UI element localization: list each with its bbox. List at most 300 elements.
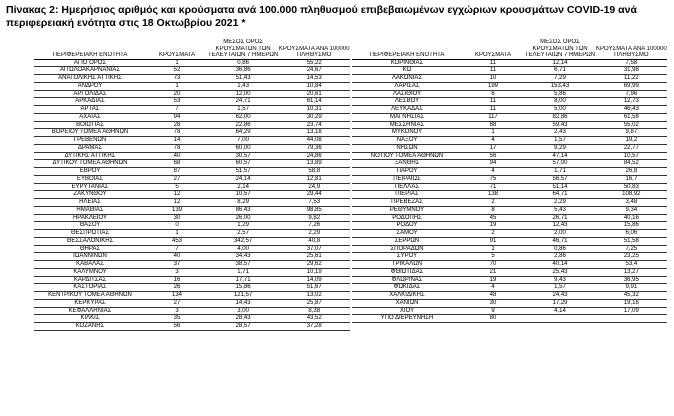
table-row <box>352 214 667 222</box>
region-cell: ΕΒΡΟΥ <box>34 168 146 176</box>
avg7-cell: 8,29 <box>208 199 278 207</box>
cases-cell: 7 <box>146 245 208 253</box>
table-row <box>352 106 667 114</box>
table-row <box>34 82 350 90</box>
cases-cell: 1 <box>146 82 208 90</box>
avg7-cell: 12,14 <box>524 59 596 67</box>
cases-cell: 134 <box>146 292 208 300</box>
per100k-cell: 36,95 <box>596 276 667 284</box>
region-cell: ΒΟΡΕΙΟΥ ΤΟΜΕΑ ΑΘΗΝΩΝ <box>34 129 146 137</box>
cases-cell: 40 <box>146 253 208 261</box>
per100k-cell: 61,58 <box>596 113 667 121</box>
table-row <box>352 113 667 121</box>
per100k-cell: 9,82 <box>278 214 350 222</box>
cases-cell: 2 <box>462 230 524 238</box>
region-cell: ΕΥΒΟΙΑΣ <box>34 175 146 183</box>
avg7-cell: 30,57 <box>208 152 278 160</box>
table-row <box>352 160 667 168</box>
avg7-cell: 34,43 <box>208 253 278 261</box>
table-row <box>352 168 667 176</box>
per100k-cell: 7,58 <box>596 59 667 67</box>
cases-cell: 4 <box>462 284 524 292</box>
avg7-cell: 1,29 <box>208 222 278 230</box>
region-cell: ΚΕΦΑΛΛΗΝΙΑΣ <box>34 307 146 315</box>
region-cell: ΜΑΓΝΗΣΙΑΣ <box>352 113 462 121</box>
avg7-cell: 15,86 <box>208 284 278 292</box>
cases-cell: 7 <box>146 106 208 114</box>
table-row <box>352 292 667 300</box>
region-header: ΠΕΡΙΦΕΡΕΙΑΚΗ ΕΝΟΤΗΤΑ <box>34 52 146 59</box>
avg7-cell: 7,00 <box>208 137 278 145</box>
table-row <box>34 276 350 284</box>
avg7-cell: 59,43 <box>524 121 596 129</box>
per100k-cell: 10,84 <box>278 82 350 90</box>
region-cell: ΣΕΡΡΩΝ <box>352 237 462 245</box>
avg7-cell: 12,43 <box>524 222 596 230</box>
cases-cell: 4 <box>462 168 524 176</box>
avg7-cell: 51,14 <box>524 183 596 191</box>
cases-cell: 70 <box>462 261 524 269</box>
per100k-cell: 55,22 <box>278 59 350 67</box>
region-cell: ΡΟΔΟΥ <box>352 222 462 230</box>
region-cell: ΥΠΟ ΔΙΕΡΕΥΝΗΣΗ <box>352 315 462 323</box>
region-cell: ΘΗΡΑΣ <box>34 245 146 253</box>
region-cell: ΠΙΕΡΙΑΣ <box>352 191 462 199</box>
region-cell: ΑΙΤΩΛΟΑΚΑΡΝΑΝΙΑΣ <box>34 67 146 75</box>
region-cell: ΚΙΛΚΙΣ <box>34 315 146 323</box>
avg7-cell: 4,00 <box>208 245 278 253</box>
avg7-cell: 24,14 <box>208 175 278 183</box>
per100k-cell: 23,74 <box>278 121 350 129</box>
table-row <box>34 59 350 67</box>
cases-cell: 30 <box>462 299 524 307</box>
per100k-cell: 9,34 <box>596 206 667 214</box>
avg7-cell: 82,86 <box>524 113 596 121</box>
cases-cell: 139 <box>146 206 208 214</box>
avg7-header-line1: ΜΕΣΟΣ ΟΡΟΣ <box>223 39 263 45</box>
table-row <box>352 261 667 269</box>
per100k-cell: 50,83 <box>596 183 667 191</box>
cases-cell: 71 <box>462 183 524 191</box>
region-cell: ΙΩΑΝΝΙΝΩΝ <box>34 253 146 261</box>
cases-cell: 88 <box>462 121 524 129</box>
per100k-cell: 53,4 <box>596 261 667 269</box>
cases-cell: 5 <box>146 183 208 191</box>
cases-cell: 75 <box>462 175 524 183</box>
table-row <box>352 152 667 160</box>
cases-header: ΚΡΟΥΣΜΑΤΑ <box>462 52 524 59</box>
avg7-cell: 22,86 <box>208 121 278 129</box>
per100k-cell: 11,22 <box>596 75 667 83</box>
cases-cell: 11 <box>462 59 524 67</box>
region-cell: ΚΕΡΚΥΡΑΣ <box>34 299 146 307</box>
avg7-cell: 28,57 <box>208 323 278 331</box>
region-cell: ΡΟΔΟΠΗΣ <box>352 214 462 222</box>
region-cell: ΔΡΑΜΑΣ <box>34 144 146 152</box>
per100k-cell: 14,09 <box>278 276 350 284</box>
avg7-header-line2: ΚΡΟΥΣΜΑΤΩΝ ΤΩΝ <box>215 45 271 52</box>
avg7-cell: 2,00 <box>524 230 596 238</box>
cases-cell: 12 <box>146 199 208 207</box>
per100k-cell: 31,98 <box>596 67 667 75</box>
per100k-cell <box>596 315 667 323</box>
per100k-cell: 19,16 <box>596 299 667 307</box>
region-cell: ΓΡΕΒΕΝΩΝ <box>34 137 146 145</box>
cases-cell: 78 <box>146 144 208 152</box>
table-row <box>352 222 667 230</box>
cases-cell: 19 <box>462 276 524 284</box>
cases-cell: 1 <box>146 59 208 67</box>
per100k-cell: 17,09 <box>596 307 667 315</box>
cases-cell: 1 <box>462 129 524 137</box>
avg7-cell: 40,14 <box>524 261 596 269</box>
region-cell: ΠΕΛΛΑΣ <box>352 183 462 191</box>
avg7-cell: 60,00 <box>208 144 278 152</box>
table-row <box>352 137 667 145</box>
avg7-cell: 342,57 <box>208 237 278 245</box>
per100k-header-line1: ΚΡΟΥΣΜΑΤΑ ΑΝΑ 100000 <box>278 45 350 52</box>
right-cases-table <box>352 39 667 323</box>
avg7-cell: 9,29 <box>524 144 596 152</box>
per100k-header-line2: ΠΛΗΘΥΣΜΟ <box>596 52 667 59</box>
table-row <box>352 315 667 323</box>
avg7-cell: 121,57 <box>208 292 278 300</box>
per100k-cell: 29,62 <box>278 261 350 269</box>
region-cell: ΛΑΡΙΣΑΣ <box>352 82 462 90</box>
table-row <box>34 237 350 245</box>
per100k-cell: 24,9 <box>278 183 350 191</box>
avg7-cell <box>524 315 596 323</box>
avg7-cell: 2,29 <box>524 199 596 207</box>
table-row <box>352 199 667 207</box>
region-cell: ΣΑΜΟΥ <box>352 230 462 238</box>
region-cell: ΧΑΛΚΙΔΙΚΗΣ <box>352 292 462 300</box>
table-row <box>352 82 667 90</box>
per100k-cell: 13,02 <box>278 292 350 300</box>
region-cell: ΞΑΝΘΗΣ <box>352 160 462 168</box>
table-row <box>34 152 350 160</box>
cases-cell: 5 <box>462 253 524 261</box>
avg7-cell: 7,29 <box>524 75 596 83</box>
per100k-cell: 6,06 <box>596 230 667 238</box>
cases-cell: 2 <box>462 199 524 207</box>
avg7-cell: 10,57 <box>208 191 278 199</box>
cases-cell: 10 <box>462 75 524 83</box>
cases-cell: 3 <box>146 307 208 315</box>
cases-cell: 8 <box>462 206 524 214</box>
table-row <box>352 144 667 152</box>
cases-cell: 37 <box>146 261 208 269</box>
avg7-cell: 60,57 <box>208 160 278 168</box>
table-row <box>34 106 350 114</box>
table-row <box>34 191 350 199</box>
table-row <box>352 191 667 199</box>
cases-cell: 1 <box>462 245 524 253</box>
avg7-cell: 17,71 <box>208 276 278 284</box>
avg7-cell: 86,43 <box>208 206 278 214</box>
avg7-header-line2: ΚΡΟΥΣΜΑΤΩΝ ΤΩΝ <box>532 45 588 52</box>
cases-cell: 68 <box>146 160 208 168</box>
table-row <box>352 98 667 106</box>
avg7-cell: 24,71 <box>208 98 278 106</box>
table-row <box>34 168 350 176</box>
cases-cell: 0 <box>146 222 208 230</box>
per100k-cell: 7,26 <box>278 222 350 230</box>
per100k-cell: 61,14 <box>278 98 350 106</box>
region-cell: ΑΡΤΑΣ <box>34 106 146 114</box>
cases-header: ΚΡΟΥΣΜΑΤΑ <box>146 52 208 59</box>
table-row <box>34 199 350 207</box>
region-cell: ΦΛΩΡΙΝΑΣ <box>352 276 462 284</box>
region-cell: ΑΝΔΡΟΥ <box>34 82 146 90</box>
region-cell: ΛΕΣΒΟΥ <box>352 98 462 106</box>
avg7-cell: 26,00 <box>208 214 278 222</box>
per100k-header-line2: ΠΛΗΘΥΣΜΟ <box>278 52 350 59</box>
cases-cell: 138 <box>462 191 524 199</box>
per100k-cell: 37,07 <box>278 245 350 253</box>
per100k-cell: 23,25 <box>596 253 667 261</box>
per100k-cell: 29,44 <box>278 191 350 199</box>
cases-cell: 40 <box>146 152 208 160</box>
per100k-cell: 12,81 <box>278 175 350 183</box>
region-cell: ΗΡΑΚΛΕΙΟΥ <box>34 214 146 222</box>
cases-cell: 9 <box>462 307 524 315</box>
avg7-cell: 153,43 <box>524 82 596 90</box>
region-cell: ΑΓΙΟ ΟΡΟΣ <box>34 59 146 67</box>
per100k-cell: 12,73 <box>596 98 667 106</box>
region-cell: ΚΑΒΑΛΑΣ <box>34 261 146 269</box>
table-row <box>352 276 667 284</box>
per100k-cell: 24,86 <box>278 152 350 160</box>
region-cell: ΑΝΑΤΟΛΙΚΗΣ ΑΤΤΙΚΗΣ <box>34 75 146 83</box>
region-cell: ΜΥΚΟΝΟΥ <box>352 129 462 137</box>
region-cell: ΠΡΕΒΕΖΑΣ <box>352 199 462 207</box>
avg7-cell: 56,57 <box>524 175 596 183</box>
region-cell: ΗΛΕΙΑΣ <box>34 199 146 207</box>
table-row <box>34 292 350 300</box>
region-cell: ΘΕΣΣΑΛΟΝΙΚΗΣ <box>34 237 146 245</box>
per100k-cell: 79,36 <box>278 144 350 152</box>
avg7-cell: 62,00 <box>208 113 278 121</box>
cases-cell: 30 <box>146 214 208 222</box>
table-row <box>34 98 350 106</box>
table-row <box>352 245 667 253</box>
region-cell: ΤΡΙΚΑΛΩΝ <box>352 261 462 269</box>
per100k-cell: 40,16 <box>596 214 667 222</box>
region-cell: ΛΑΚΩΝΙΑΣ <box>352 75 462 83</box>
cases-cell: 28 <box>146 121 208 129</box>
table-row <box>352 206 667 214</box>
table-row <box>352 183 667 191</box>
region-cell: ΣΥΡΟΥ <box>352 253 462 261</box>
cases-cell: 199 <box>462 82 524 90</box>
table-row <box>34 144 350 152</box>
table-row <box>34 75 350 83</box>
avg7-cell: 0,86 <box>524 245 596 253</box>
region-cell: ΑΡΚΑΔΙΑΣ <box>34 98 146 106</box>
region-cell: ΘΑΣΟΥ <box>34 222 146 230</box>
avg7-cell: 0,86 <box>208 59 278 67</box>
avg7-cell: 51,57 <box>208 168 278 176</box>
region-cell: ΚΑΛΥΜΝΟΥ <box>34 268 146 276</box>
avg7-cell: 12,00 <box>208 90 278 98</box>
region-cell: ΦΩΚΙΔΑΣ <box>352 284 462 292</box>
table-row <box>34 230 350 238</box>
cases-cell: 12 <box>146 191 208 199</box>
avg7-cell: 4,14 <box>524 307 596 315</box>
cases-cell: 6 <box>462 90 524 98</box>
avg7-cell: 1,57 <box>524 137 596 145</box>
region-cell: ΚΟΖΑΝΗΣ <box>34 323 146 331</box>
per100k-cell: 15,86 <box>596 222 667 230</box>
table-row <box>352 253 667 261</box>
avg7-cell: 64,29 <box>208 129 278 137</box>
avg7-cell: 5,43 <box>524 206 596 214</box>
table-row <box>34 222 350 230</box>
cases-cell: 56 <box>146 323 208 331</box>
table-row <box>34 214 350 222</box>
cases-cell: 27 <box>146 175 208 183</box>
avg7-cell: 51,43 <box>208 75 278 83</box>
region-cell: ΧΙΟΥ <box>352 307 462 315</box>
avg7-cell: 8,00 <box>524 98 596 106</box>
table-row <box>352 90 667 98</box>
per100k-cell: 14,53 <box>278 75 350 83</box>
region-cell: ΚΕΝΤΡΙΚΟΥ ΤΟΜΕΑ ΑΘΗΝΩΝ <box>34 292 146 300</box>
cases-cell: 4 <box>462 137 524 145</box>
avg7-cell: 1,71 <box>524 168 596 176</box>
region-cell: ΗΜΑΘΙΑΣ <box>34 206 146 214</box>
region-cell: ΣΠΟΡΑΔΩΝ <box>352 245 462 253</box>
region-cell: ΛΑΣΙΘΙΟΥ <box>352 90 462 98</box>
table-row <box>34 67 350 75</box>
table-row <box>34 315 350 323</box>
per100k-cell: 98,85 <box>278 206 350 214</box>
avg7-cell: 24,43 <box>524 292 596 300</box>
region-cell: ΠΕΙΡΑΙΩΣ <box>352 175 462 183</box>
table-row <box>34 206 350 214</box>
cases-cell: 80 <box>462 315 524 323</box>
region-cell: ΝΟΤΙΟΥ ΤΟΜΕΑ ΑΘΗΝΩΝ <box>352 152 462 160</box>
cases-cell: 11 <box>462 67 524 75</box>
avg7-cell: 1,57 <box>524 284 596 292</box>
avg7-cell: 1,43 <box>208 82 278 90</box>
region-cell: ΚΑΡΔΙΤΣΑΣ <box>34 276 146 284</box>
region-cell: ΝΗΣΩΝ <box>352 144 462 152</box>
region-header: ΠΕΡΙΦΕΡΕΙΑΚΗ ΕΝΟΤΗΤΑ <box>352 52 462 59</box>
avg7-header-line1: ΜΕΣΟΣ ΟΡΟΣ <box>540 39 580 45</box>
region-cell: ΚΟΡΙΝΘΙΑΣ <box>352 59 462 67</box>
avg7-cell: 38,57 <box>208 261 278 269</box>
table-row <box>34 121 350 129</box>
cases-cell: 78 <box>146 129 208 137</box>
table-row <box>352 75 667 83</box>
cases-cell: 53 <box>146 98 208 106</box>
per100k-cell: 40,8 <box>278 237 350 245</box>
table-row <box>34 113 350 121</box>
cases-cell: 48 <box>462 292 524 300</box>
left-cases-table <box>34 39 350 331</box>
region-cell: ΚΑΣΤΟΡΙΑΣ <box>34 284 146 292</box>
avg7-cell: 9,43 <box>524 276 596 284</box>
cases-cell: 14 <box>146 137 208 145</box>
per100k-cell: 7,25 <box>596 245 667 253</box>
region-cell: ΧΑΝΙΩΝ <box>352 299 462 307</box>
per100k-cell: 10,57 <box>596 152 667 160</box>
table-row <box>352 268 667 276</box>
table-row <box>34 253 350 261</box>
avg7-cell: 64,71 <box>524 191 596 199</box>
region-cell: ΛΕΥΚΑΔΑΣ <box>352 106 462 114</box>
table-row <box>34 299 350 307</box>
cases-cell: 45 <box>462 214 524 222</box>
cases-cell: 117 <box>462 113 524 121</box>
per100k-cell: 26,8 <box>596 168 667 176</box>
cases-cell: 16 <box>146 276 208 284</box>
table-row <box>352 299 667 307</box>
per100k-cell: 3,48 <box>596 199 667 207</box>
avg7-cell: 2,86 <box>524 253 596 261</box>
avg7-cell: 57,00 <box>524 160 596 168</box>
table-row <box>34 90 350 98</box>
avg7-cell: 47,14 <box>524 152 596 160</box>
per100k-cell: 13,27 <box>596 268 667 276</box>
table-row <box>34 284 350 292</box>
region-cell: ΑΡΓΟΛΙΔΑΣ <box>34 90 146 98</box>
cases-cell: 27 <box>146 299 208 307</box>
region-cell: ΠΑΡΟΥ <box>352 168 462 176</box>
table-row <box>352 307 667 315</box>
avg7-header-line3: ΤΕΛΕΥΤΑΙΩΝ 7 ΗΜΕΡΩΝ <box>524 52 596 58</box>
per100k-cell: 20,61 <box>278 90 350 98</box>
region-cell: ΚΩ <box>352 67 462 75</box>
avg7-cell: 2,57 <box>208 230 278 238</box>
per100k-cell: 9,91 <box>596 284 667 292</box>
per100k-cell: 8,38 <box>278 307 350 315</box>
cases-cell: 11 <box>462 98 524 106</box>
avg7-cell: 2,43 <box>524 129 596 137</box>
avg7-cell: 2,14 <box>208 183 278 191</box>
region-cell: ΔΥΤΙΚΟΥ ΤΟΜΕΑ ΑΘΗΝΩΝ <box>34 160 146 168</box>
per100k-cell: 19,2 <box>596 137 667 145</box>
per100k-cell: 84,52 <box>596 160 667 168</box>
region-cell: ΖΑΚΥΝΘΟΥ <box>34 191 146 199</box>
table-row <box>352 129 667 137</box>
avg7-cell: 25,43 <box>524 268 596 276</box>
table-row <box>352 121 667 129</box>
avg7-cell: 1,71 <box>208 268 278 276</box>
region-cell: ΒΟΙΩΤΙΑΣ <box>34 121 146 129</box>
avg7-cell: 5,86 <box>524 90 596 98</box>
per100k-cell: 37,28 <box>278 323 350 331</box>
avg7-cell: 5,00 <box>524 106 596 114</box>
cases-cell: 26 <box>146 284 208 292</box>
cases-cell: 17 <box>462 144 524 152</box>
table-row <box>34 137 350 145</box>
avg7-cell: 36,86 <box>208 67 278 75</box>
avg7-cell: 17,29 <box>524 299 596 307</box>
cases-cell: 52 <box>146 67 208 75</box>
avg7-cell: 28,43 <box>208 315 278 323</box>
per100k-cell: 13,89 <box>278 160 350 168</box>
table-row <box>34 183 350 191</box>
cases-cell: 56 <box>462 152 524 160</box>
table-row <box>34 268 350 276</box>
cases-cell: 35 <box>146 315 208 323</box>
per100k-cell: 55,02 <box>596 121 667 129</box>
table-row <box>352 230 667 238</box>
avg7-cell: 1,57 <box>208 106 278 114</box>
